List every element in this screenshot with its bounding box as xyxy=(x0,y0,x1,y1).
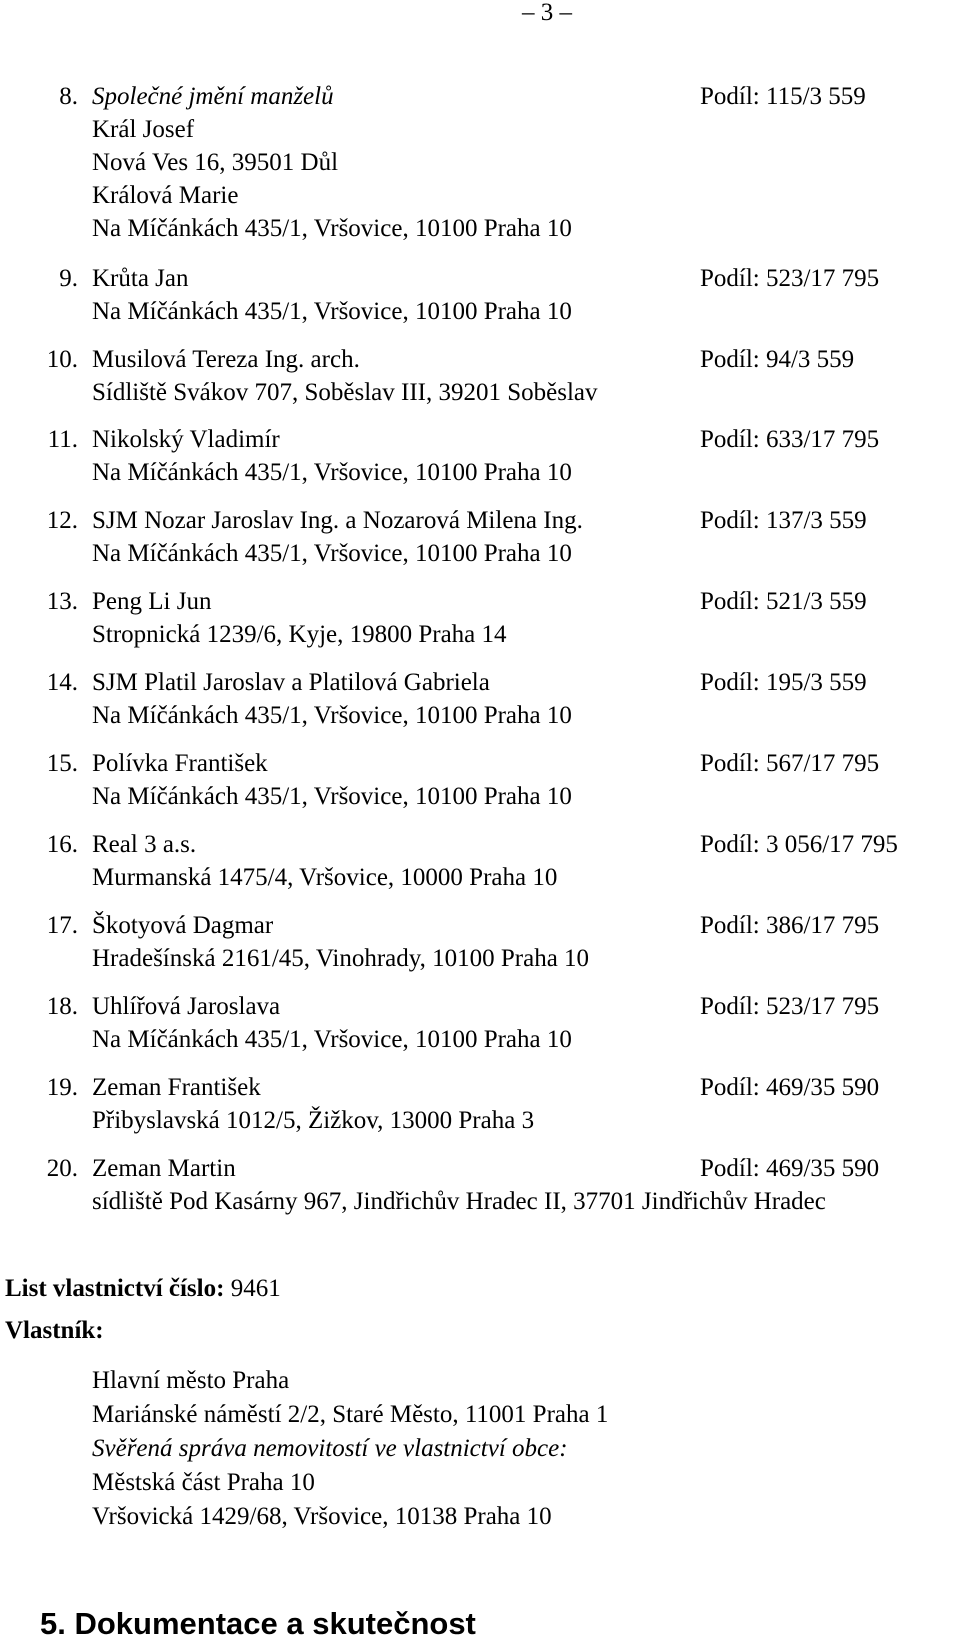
entry-number: 12. xyxy=(46,507,78,534)
entry-share: Podíl: 633/17 795 xyxy=(700,426,880,453)
entry-share: Podíl: 94/3 559 xyxy=(700,346,855,373)
lv-heading xyxy=(5,1272,281,1306)
spouse-name: Král Josef xyxy=(92,116,195,143)
entry-address: Na Míčánkách 435/1, Vršovice, 10100 Praha 10 xyxy=(92,702,572,729)
entry-name: Peng Li Jun xyxy=(92,588,212,615)
entry-share: Podíl: 115/3 559 xyxy=(700,83,866,110)
entry-share: Podíl: 521/3 559 xyxy=(700,588,867,615)
entry-share: Podíl: 195/3 559 xyxy=(700,669,867,696)
trust-name: Městská část Praha 10 xyxy=(92,1469,315,1496)
entry-number: 11. xyxy=(47,426,78,453)
entry-share: Podíl: 523/17 795 xyxy=(700,265,880,292)
entry-name: Krůta Jan xyxy=(92,265,189,292)
entry-name: Zeman Martin xyxy=(92,1155,236,1182)
spouse-name: Králová Marie xyxy=(92,182,239,209)
trust-label: Svěřená správa nemovitostí ve vlastnictví obce: xyxy=(92,1435,568,1462)
entry-share: Podíl: 386/17 795 xyxy=(700,912,880,939)
entry-address: Na Míčánkách 435/1, Vršovice, 10100 Praha 10 xyxy=(92,1026,572,1053)
entry-number: 19. xyxy=(46,1074,78,1101)
spouse-address: Na Míčánkách 435/1, Vršovice, 10100 Praha 10 xyxy=(92,215,572,242)
lv-label: List vlastnictví číslo: xyxy=(5,1275,225,1302)
entry-name: SJM Platil Jaroslav a Platilová Gabriela xyxy=(92,669,490,696)
entry-address: sídliště Pod Kasárny 967, Jindřichův Hradec II, 37701 Jindřichův Hradec xyxy=(92,1188,826,1215)
entry-share: Podíl: 523/17 795 xyxy=(700,993,880,1020)
entry-share: Podíl: 469/35 590 xyxy=(700,1155,880,1182)
entry-address: Sídliště Svákov 707, Soběslav III, 39201 Soběslav xyxy=(92,379,598,406)
owner-name: Hlavní město Praha xyxy=(92,1367,290,1394)
entry-share: Podíl: 3 056/17 795 xyxy=(700,831,898,858)
entry-address: Murmanská 1475/4, Vršovice, 10000 Praha 10 xyxy=(92,864,558,891)
entry-number: 16. xyxy=(46,831,78,858)
entry-address: Na Míčánkách 435/1, Vršovice, 10100 Praha 10 xyxy=(92,459,572,486)
entry-share: Podíl: 567/17 795 xyxy=(700,750,880,777)
entry-number: 20. xyxy=(46,1155,78,1182)
lv-number: 9461 xyxy=(230,1275,281,1302)
entry-number: 15. xyxy=(46,750,78,777)
entry-name: Uhlířová Jaroslava xyxy=(92,993,281,1020)
entry-name: Společné jmění manželů xyxy=(92,83,334,110)
entry-share: Podíl: 137/3 559 xyxy=(700,507,867,534)
entry-address: Stropnická 1239/6, Kyje, 19800 Praha 14 xyxy=(92,621,507,648)
entry-name: Zeman František xyxy=(92,1074,261,1101)
trust-address: Vršovická 1429/68, Vršovice, 10138 Praha 10 xyxy=(92,1503,552,1530)
entry-address: Na Míčánkách 435/1, Vršovice, 10100 Praha 10 xyxy=(92,540,572,567)
owner-address: Mariánské náměstí 2/2, Staré Město, 11001 Praha 1 xyxy=(92,1401,609,1428)
entry-number: 18. xyxy=(46,993,78,1020)
entry-number: 10. xyxy=(46,346,78,373)
entry-address: Přibyslavská 1012/5, Žižkov, 13000 Praha 3 xyxy=(92,1107,535,1134)
entry-name: SJM Nozar Jaroslav Ing. a Nozarová Milena Ing. xyxy=(92,507,583,534)
entry-number: 13. xyxy=(46,588,78,615)
owner-label: Vlastník: xyxy=(5,1317,104,1344)
entry-name: Musilová Tereza Ing. arch. xyxy=(92,346,360,373)
entry-share: Podíl: 469/35 590 xyxy=(700,1074,880,1101)
section-title: 5. Dokumentace a skutečnost xyxy=(40,1606,476,1641)
entry-number: 8. xyxy=(59,83,78,110)
entry-number: 9. xyxy=(59,265,78,292)
page-number: – 3 – xyxy=(522,0,572,26)
entry-name: Škotyová Dagmar xyxy=(92,912,274,939)
entry-address: Na Míčánkách 435/1, Vršovice, 10100 Praha 10 xyxy=(92,298,572,325)
entry-name: Nikolský Vladimír xyxy=(92,426,280,453)
entry-name: Polívka František xyxy=(92,750,268,777)
entry-number: 14. xyxy=(46,669,78,696)
entry-name: Real 3 a.s. xyxy=(92,831,197,858)
entry-number: 17. xyxy=(46,912,78,939)
entry-address: Na Míčánkách 435/1, Vršovice, 10100 Praha 10 xyxy=(92,783,572,810)
spouse-address: Nová Ves 16, 39501 Důl xyxy=(92,149,339,176)
entry-address: Hradešínská 2161/45, Vinohrady, 10100 Praha 10 xyxy=(92,945,590,972)
